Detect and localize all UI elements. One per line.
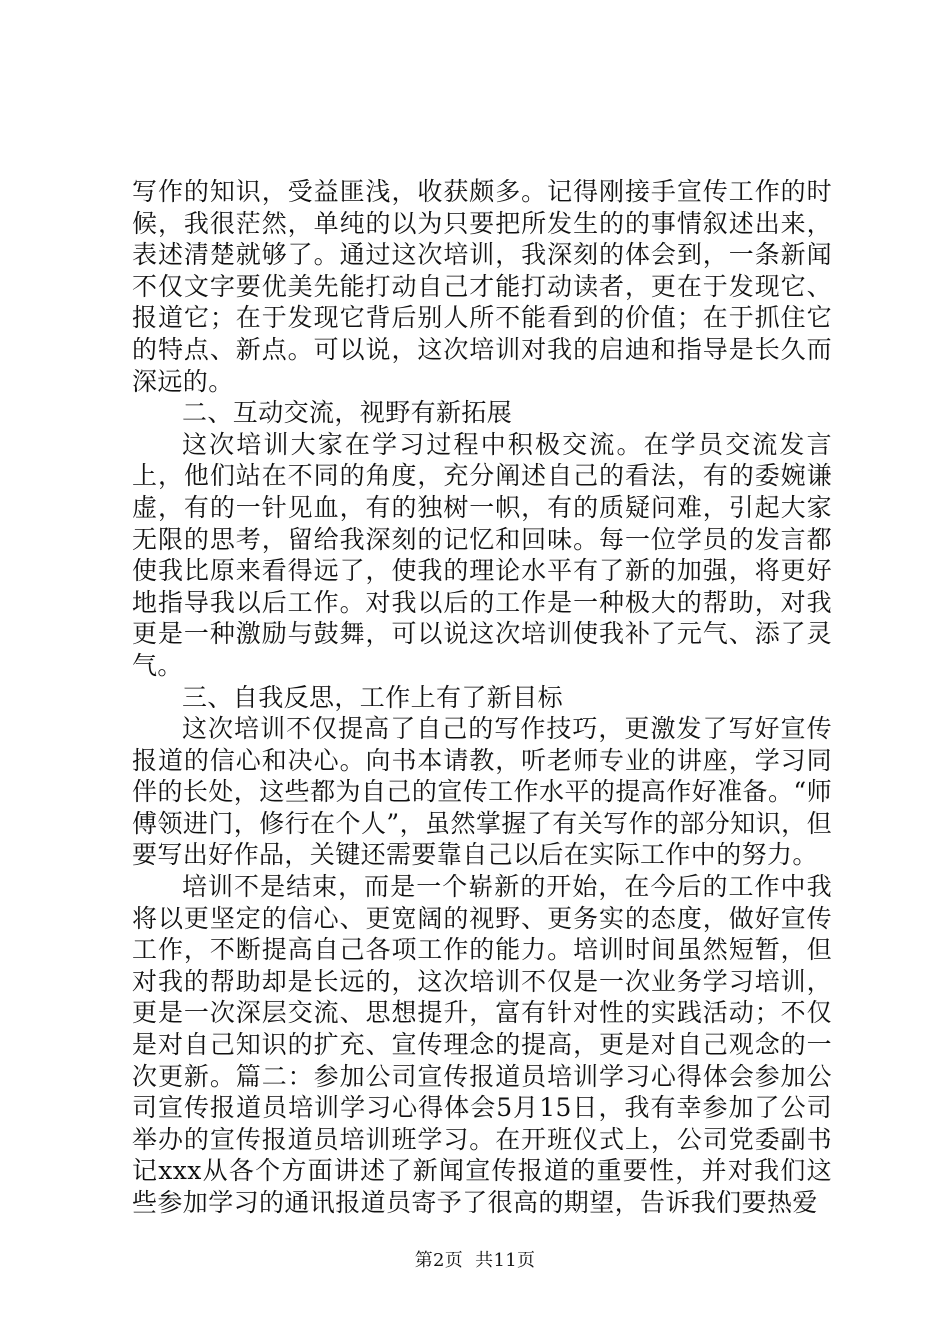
- paragraph-1: 写作的知识，受益匪浅，收获颇多。记得刚接手宣传工作的时候，我很茫然，单纯的以为只要把所发生的的事情叙述出来，表述清楚就够了。通过这次培训，我深刻的体会到，一条新闻不仅文字要优美先能打动自己才能打动读者，更在于发现它、报道它；在于发现它背后别人所不能看到的价值；在于抓住它的特点、新点。可以说，这次培训对我的启迪和指导是长久而深远的。: [132, 177, 832, 396]
- section-heading-3: 三、自我反思，工作上有了新目标: [182, 682, 564, 712]
- paragraph-4: 培训不是结束，而是一个崭新的开始，在今后的工作中我将以更坚定的信心、更宽阔的视野、更务实的态度，做好宣传工作，不断提高自己各项工作的能力。培训时间虽然短暂，但对我的帮助却是长远的，这次培训不仅是一次业务学习培训，更是一次深层交流、思想提升，富有针对性的实践活动；不仅是对自己知识的扩充、宣传理念的提高，更是对自己观念的一次更新。篇二：参加公司宣传报道员培训学习心得体会参加公司宣传报道员培训学习心得体会5月15日，我有幸参加了公司举办的宣传报道员培训班学习。在开班仪式上，公司党委副书记xxx从各个方面讲述了新闻宣传报道的重要性，并对我们这些参加学习的通讯报道员寄予了很高的期望，告诉我们要热爱: [132, 872, 832, 1217]
- paragraph-3: 这次培训不仅提高了自己的写作技巧，更激发了写好宣传报道的信心和决心。向书本请教，听老师专业的讲座，学习同伴的长处，这些都为自己的宣传工作水平的提高作好准备。“师傅领进门，修行在个人”，虽然掌握了有关写作的部分知识，但要写出好作品，关键还需要靠自己以后在实际工作中的努力。: [132, 714, 832, 870]
- page-footer: [0, 1246, 950, 1272]
- section-heading-2: 二、互动交流，视野有新拓展: [182, 398, 513, 428]
- page-number: 第2页: [414, 1250, 464, 1271]
- page-total: 共11页: [475, 1250, 536, 1271]
- paragraph-2: 这次培训大家在学习过程中积极交流。在学员交流发言上，他们站在不同的角度，充分阐述自己的看法，有的委婉谦虚，有的一针见血，有的独树一帜，有的质疑问难，引起大家无限的思考，留给我深刻的记忆和回味。每一位学员的发言都使我比原来看得远了，使我的理论水平有了新的加强，将更好地指导我以后工作。对我以后的工作是一种极大的帮助，对我更是一种激励与鼓舞，可以说这次培训使我补了元气、添了灵气。: [132, 429, 832, 680]
- document-body: [132, 176, 832, 1219]
